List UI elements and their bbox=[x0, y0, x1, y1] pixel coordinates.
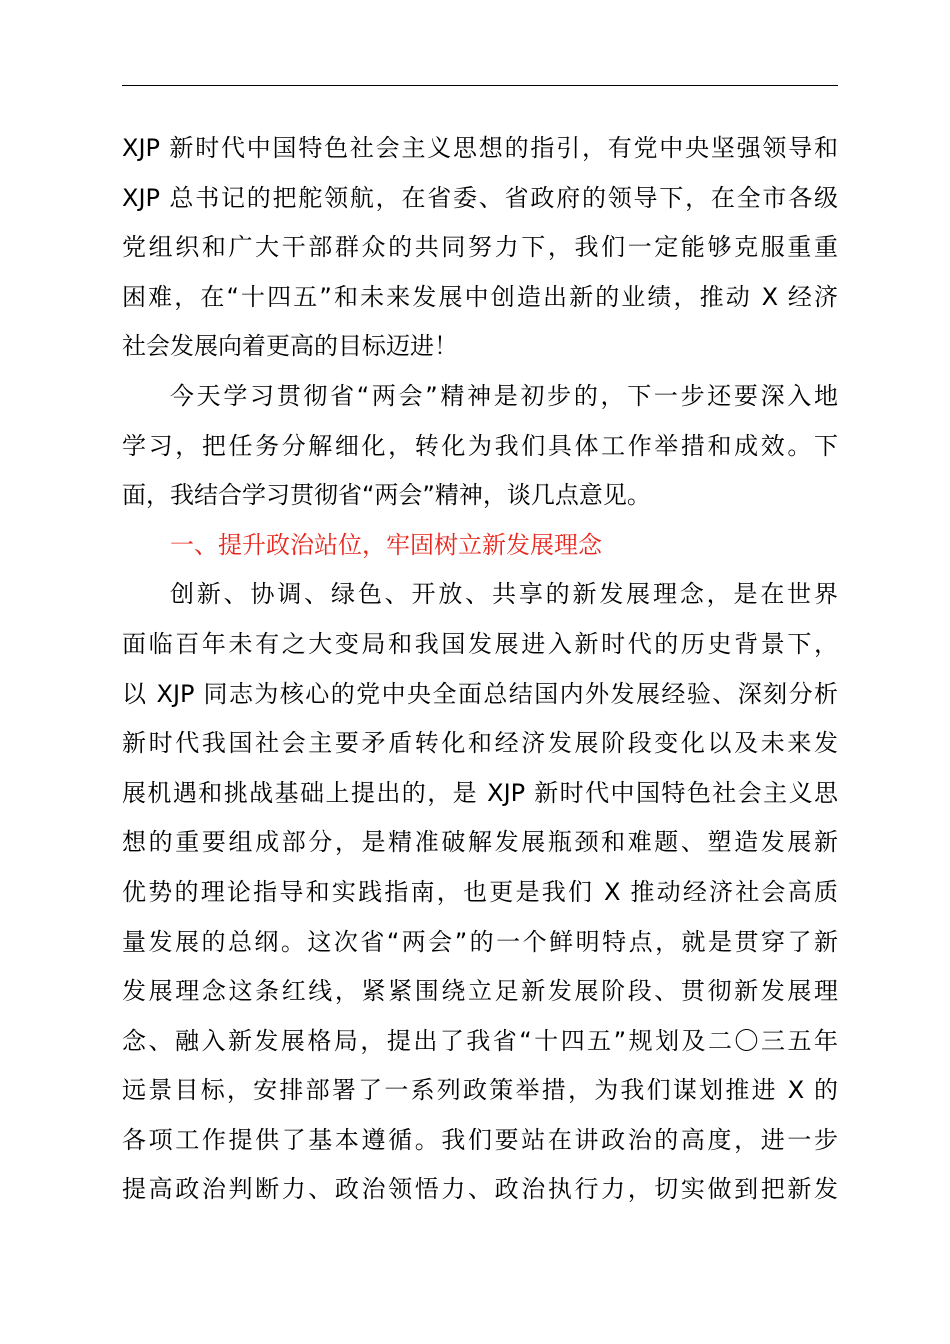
paragraph-line: 想的重要组成部分，是精准破解发展瓶颈和难题、塑造发展新 bbox=[122, 828, 838, 857]
paragraph-line: 各项工作提供了基本遵循。我们要站在讲政治的高度，进一步 bbox=[122, 1125, 838, 1154]
paragraph-line: 量发展的总纲。这次省“两会”的一个鲜明特点，就是贯穿了新 bbox=[122, 927, 838, 956]
paragraph-line: 今天学习贯彻省“两会”精神是初步的，下一步还要深入地 bbox=[170, 381, 838, 410]
paragraph-line: 提高政治判断力、政治领悟力、政治执行力，切实做到把新发 bbox=[122, 1175, 838, 1204]
paragraph-line: XJP 总书记的把舵领航，在省委、省政府的领导下，在全市各级 bbox=[122, 183, 838, 212]
paragraph-line: 念、融入新发展格局，提出了我省“十四五”规划及二〇三五年 bbox=[122, 1026, 838, 1055]
paragraph-line: 学习，把任务分解细化，转化为我们具体工作举措和成效。下 bbox=[122, 431, 838, 460]
paragraph-line: 发展理念这条红线，紧紧围绕立足新发展阶段、贯彻新发展理 bbox=[122, 977, 838, 1006]
paragraph-line: 党组织和广大干部群众的共同努力下，我们一定能够克服重重 bbox=[122, 233, 838, 262]
paragraph-line: 创新、协调、绿色、开放、共享的新发展理念，是在世界 bbox=[170, 580, 838, 609]
paragraph-line: 展机遇和挑战基础上提出的，是 XJP 新时代中国特色社会主义思 bbox=[122, 778, 838, 807]
paragraph-line: 以 XJP 同志为核心的党中央全面总结国内外发展经验、深刻分析 bbox=[122, 679, 838, 708]
header-rule bbox=[122, 85, 838, 86]
paragraph-line: 新时代我国社会主要矛盾转化和经济发展阶段变化以及未来发 bbox=[122, 729, 838, 758]
document-body bbox=[122, 124, 838, 1215]
paragraph-line: 面，我结合学习贯彻省“两会”精神，谈几点意见。 bbox=[122, 481, 651, 510]
paragraph-line: 优势的理论指导和实践指南，也更是我们 X 推动经济社会高质 bbox=[122, 877, 838, 906]
paragraph-line: 社会发展向着更高的目标迈进！ bbox=[122, 332, 458, 361]
paragraph-line: XJP 新时代中国特色社会主义思想的指引，有党中央坚强领导和 bbox=[122, 134, 838, 162]
paragraph-line: 远景目标，安排部署了一系列政策举措，为我们谋划推进 X 的 bbox=[122, 1076, 838, 1105]
paragraph-line: 面临百年未有之大变局和我国发展进入新时代的历史背景下， bbox=[122, 629, 838, 658]
paragraph-line: 困难，在“十四五”和未来发展中创造出新的业绩，推动 X 经济 bbox=[122, 282, 838, 311]
section-heading: 一、提升政治站位，牢固树立新发展理念 bbox=[170, 530, 602, 559]
